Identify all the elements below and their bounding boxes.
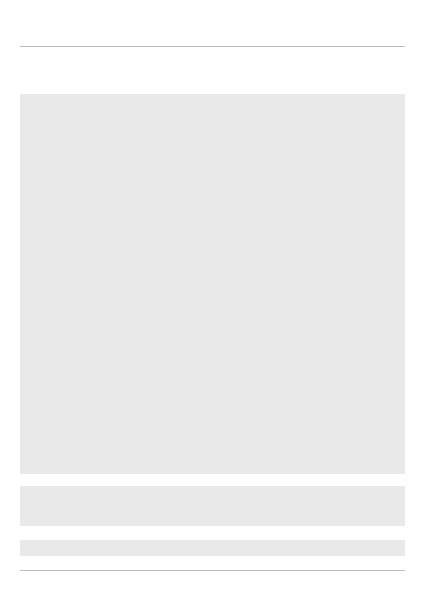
content-block [20, 540, 405, 556]
content-block [20, 486, 405, 526]
header-rule [20, 46, 405, 47]
footer-rule [20, 570, 405, 571]
content-block [20, 94, 405, 474]
